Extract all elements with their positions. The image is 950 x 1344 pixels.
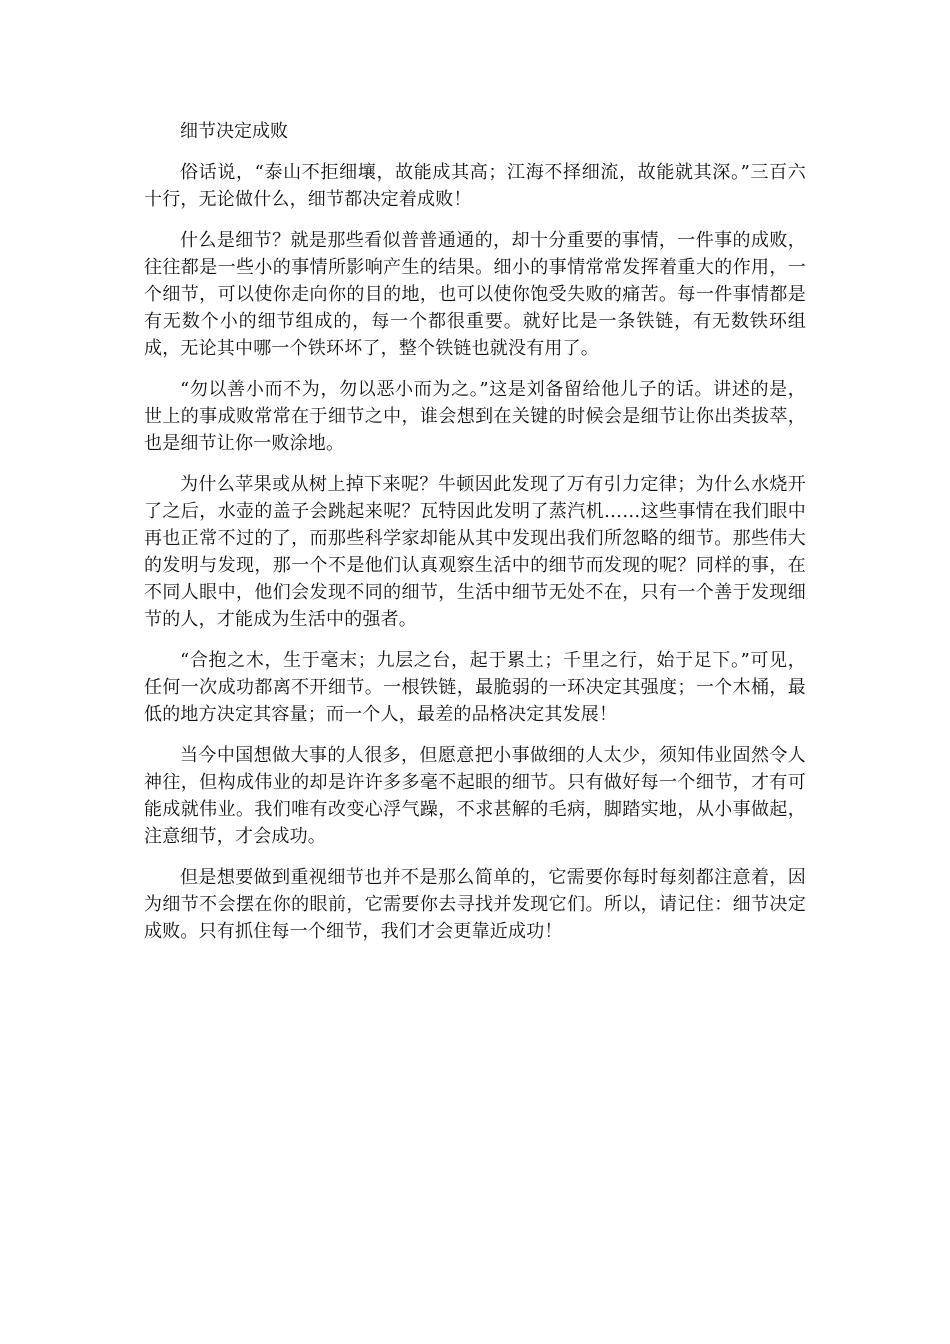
paragraph-1: 俗话说，“泰山不拒细壤，故能成其高；江海不择细流，故能就其深。”三百六十行，无论做什么，细节都决定着成败！ — [144, 162, 806, 210]
paragraph-3: “勿以善小而不为，勿以恶小而为之。”这是刘备留给他儿子的话。讲述的是，世上的事成败常常在于细节之中，谁会想到在关键的时候会是细节让你出类拔萃，也是细节让你一败涂地。 — [144, 379, 806, 454]
paragraph-7: 但是想要做到重视细节也并不是那么简单的，它需要你每时每刻都注意着，因为细节不会摆在你的眼前，它需要你去寻找并发现它们。所以，请记住：细节决定成败。只有抓住每一个细节，我们才会更靠近成功！ — [144, 867, 806, 942]
document-page — [144, 118, 806, 959]
paragraph-2: 什么是细节？就是那些看似普普通通的，却十分重要的事情，一件事的成败，往往都是一些小的事情所影响产生的结果。细小的事情常常发挥着重大的作用，一个细节，可以使你走向你的目的地，也可以使你饱受失败的痛苦。每一件事情都是有无数个小的细节组成的，每一个都很重要。就好比是一条铁链，有无数铁环组成，无论其中哪一个铁环坏了，整个铁链也就没有用了。 — [144, 230, 806, 359]
paragraph-4: 为什么苹果或从树上掉下来呢？牛顿因此发现了万有引力定律；为什么水烧开了之后，水壶的盖子会跳起来呢？瓦特因此发明了蒸汽机……这些事情在我们眼中再也正常不过的了，而那些科学家却能从其中发现出我们所忽略的细节。那些伟大的发明与发现，那一个不是他们认真观察生活中的细节而发现的呢？同样的事，在不同人眼中，他们会发现不同的细节，生活中细节无处不在，只有一个善于发现细节的人，才能成为生活中的强者。 — [144, 474, 806, 630]
paragraph-6: 当今中国想做大事的人很多，但愿意把小事做细的人太少，须知伟业固然令人神往，但构成伟业的却是许许多多毫不起眼的细节。只有做好每一个细节，才有可能成就伟业。我们唯有改变心浮气躁，不求甚解的毛病，脚踏实地，从小事做起，注意细节，才会成功。 — [144, 745, 806, 847]
document-title: 细节决定成败 — [180, 121, 288, 142]
paragraph-5: “合抱之木，生于毫末；九层之台，起于累土；千里之行，始于足下。”可见，任何一次成功都离不开细节。一根铁链，最脆弱的一环决定其强度；一个木桶，最低的地方决定其容量；而一个人，最差的品格决定其发展！ — [144, 650, 806, 725]
